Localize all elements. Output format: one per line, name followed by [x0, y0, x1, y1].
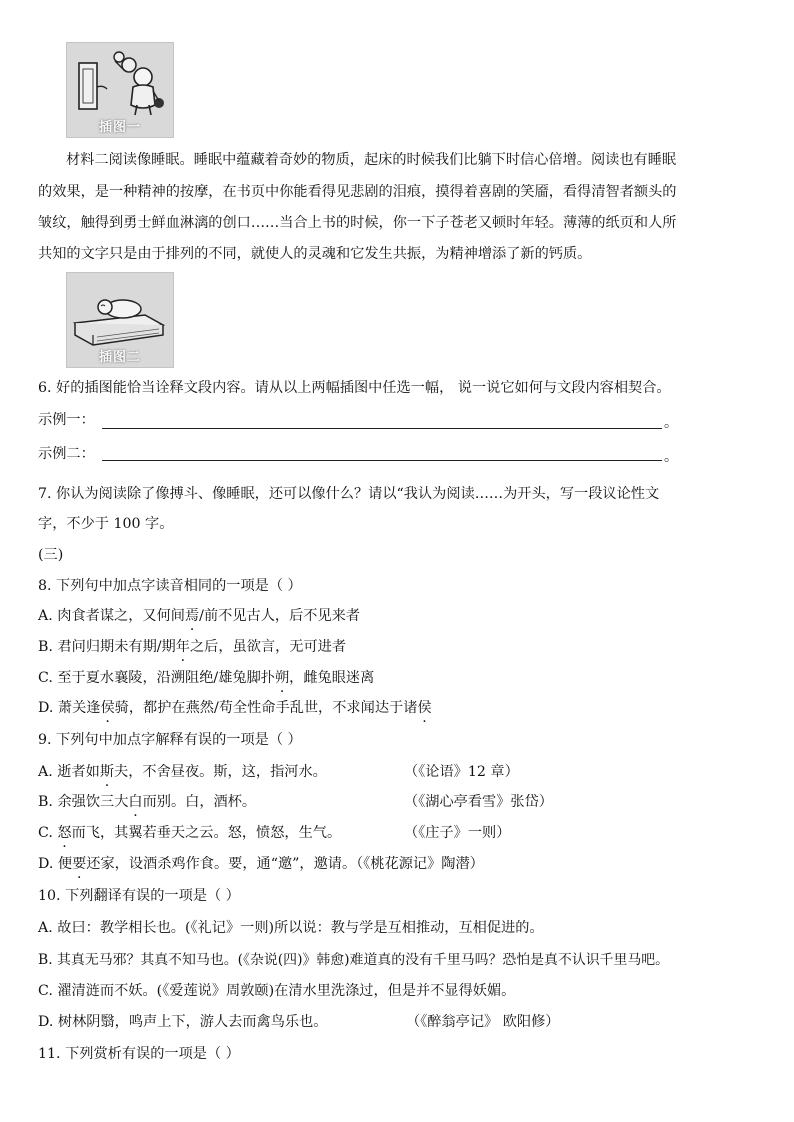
question-10-option-d-source: （《醉翁亭记》 欧阳修）	[406, 1014, 560, 1030]
question-8-option-c: C. 至于夏水襄陵，沿溯阻绝/雄兔脚扑朔，雌兔眼迷离	[38, 670, 375, 686]
figure-two-caption: 插图二	[98, 350, 141, 365]
question-9-option-b: B. 余强饮三大白而别。白，酒杯。	[38, 794, 257, 810]
question-6-example-2-label: 示例二：	[38, 446, 95, 462]
answer-line-example-2[interactable]	[102, 460, 662, 461]
question-9-option-a-source: （《论语》12 章）	[404, 764, 519, 780]
question-10-stem: 10. 下列翻译有误的一项是（ ）	[38, 888, 240, 904]
question-7-line-1: 7. 你认为阅读除了像搏斗、像睡眠，还可以像什么？请以“我认为阅读……为开头，写一段议论性文	[38, 486, 660, 502]
question-10-option-d: D. 树林阴翳，鸣声上下，游人去而禽鸟乐也。	[38, 1014, 328, 1030]
answer-line-1-period: 。	[664, 415, 678, 431]
question-8-stem: 8. 下列句中加点字读音相同的一项是（ ）	[38, 578, 302, 594]
question-8-option-b: B. 君问归期未有期/期年之后，虽欲言，无可进者	[38, 639, 347, 655]
question-9-option-d: D. 便要还家，设酒杀鸡作食。要，通“邀”，邀请。（《桃花源记》陶潜）	[38, 856, 484, 872]
material2-line-2: 的效果，是一种精神的按摩，在书页中你能看得见悲剧的泪痕，摸得着喜剧的笑靥，看得清智者额头的	[38, 184, 677, 200]
material2-line-4: 共知的文字只是由于排列的不同，就使人的灵魂和它发生共振，为精神增添了新的钙质。	[38, 246, 592, 262]
question-8-option-d: D. 萧关逢侯骑，都护在燕然/苟全性命手乱世，不求闻达于诸侯	[38, 700, 432, 716]
illustration-two	[66, 272, 174, 368]
question-9-option-b-source: （《湖心亭看雪》张岱）	[404, 794, 553, 810]
answer-line-2-period: 。	[664, 449, 678, 465]
illustration-one	[66, 42, 174, 138]
material2-line-3: 皱纹，触得到勇士鲜血淋漓的创口……当合上书的时候，你一下子苍老又顿时年轻。薄薄的纸页和人所	[38, 215, 677, 231]
section-three-heading: (三)	[38, 547, 64, 563]
question-9-option-a: A. 逝者如斯夫，不舍昼夜。斯，这，指河水。	[38, 764, 327, 780]
question-11-stem: 11. 下列赏析有误的一项是（ ）	[38, 1046, 240, 1062]
material2-line-1: 材料二阅读像睡眠。睡眠中蕴藏着奇妙的物质，起床的时候我们比躺下时信心倍增。阅读也有睡眠	[66, 152, 677, 168]
question-9-stem: 9. 下列句中加点字解释有误的一项是（ ）	[38, 732, 302, 748]
question-10-option-a: A. 故曰：教学相长也。(《礼记》一则)所以说：教与学是互相推动，互相促进的。	[38, 920, 544, 936]
question-6-stem: 6. 好的插图能恰当诠释文段内容。请从以上两幅插图中任选一幅， 说一说它如何与文段内容相契合。	[38, 380, 671, 396]
figure-one-caption: 插图一	[98, 120, 141, 135]
question-9-option-c-source: （《庄子》一则）	[404, 825, 511, 841]
question-10-option-b: B. 其真无马邪？其真不知马也。(《杂说(四)》韩愈)难道真的没有千里马吗？恐怕是真不认识千里马吧。	[38, 952, 670, 968]
question-7-line-2: 字，不少于 100 字。	[38, 516, 174, 532]
question-6-example-1-label: 示例一：	[38, 412, 95, 428]
question-9-option-c: C. 怒而飞，其翼若垂天之云。怒，愤怒，生气。	[38, 825, 342, 841]
question-8-option-a: A. 肉食者谋之，又何间焉/前不见古人，后不见来者	[38, 608, 361, 624]
answer-line-example-1[interactable]	[102, 428, 662, 429]
question-10-option-c: C. 濯清涟而不妖。(《爱莲说》周敦颐)在清水里洗涤过，但是并不显得妖媚。	[38, 983, 516, 999]
